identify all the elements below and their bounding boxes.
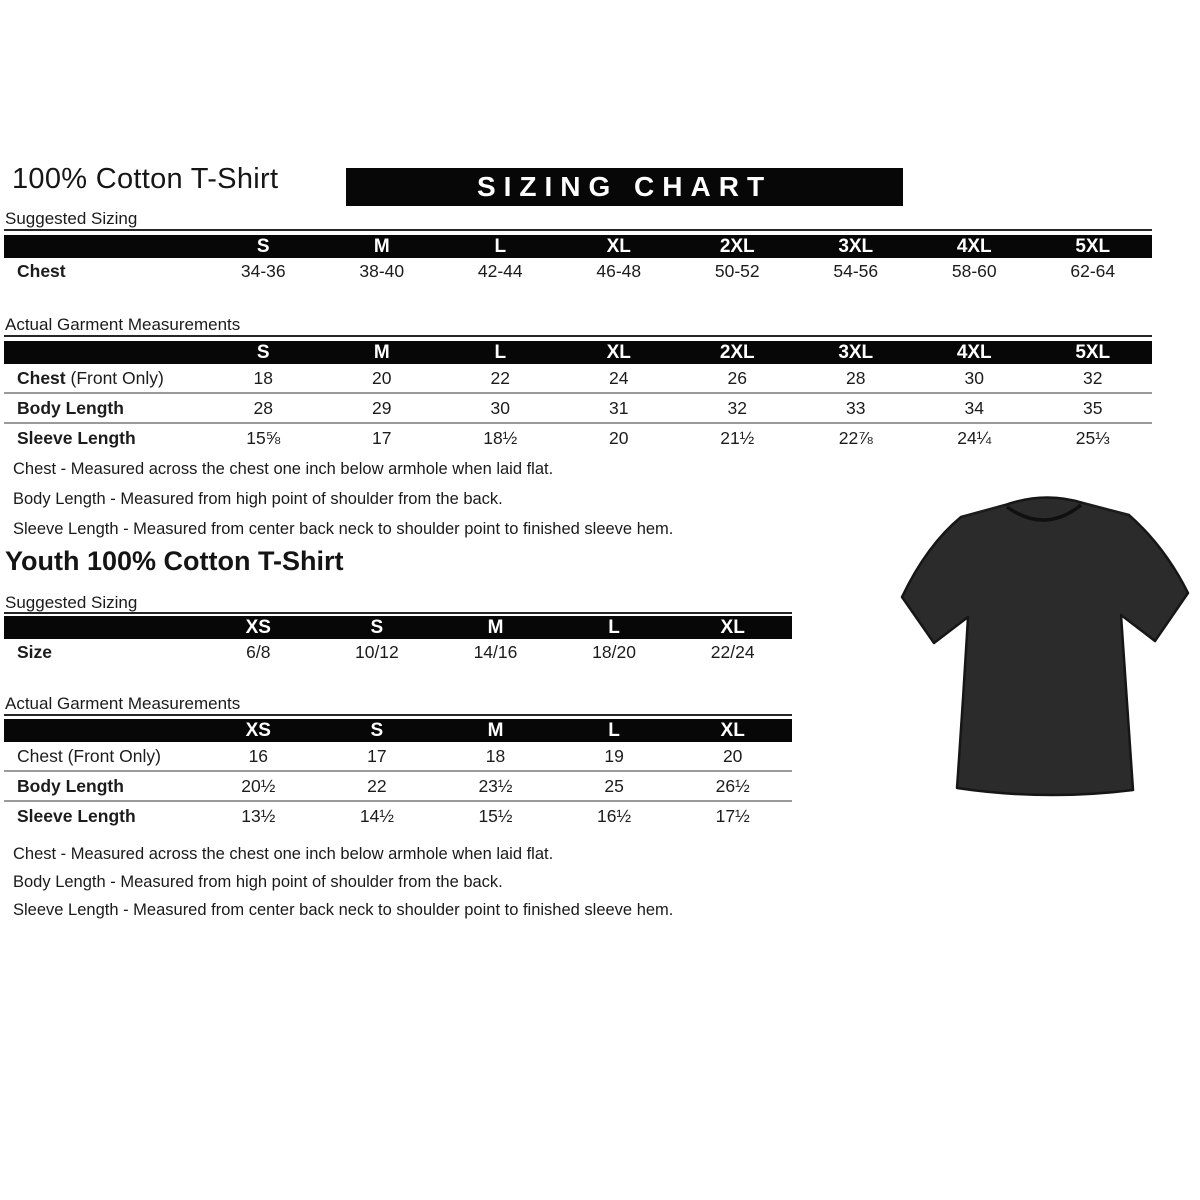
body-length-value-cell: 25: [555, 771, 674, 801]
chest-value-cell: 38-40: [359, 261, 405, 281]
size-column-header: L: [555, 719, 674, 742]
table-row-size: [4, 639, 792, 666]
divider-rule: [4, 714, 792, 716]
sleeve-length-value-cell: 15½: [436, 801, 555, 830]
size-value-cell: 14/16: [473, 642, 518, 662]
chest-value-cell: 24: [609, 367, 629, 388]
size-column-header: 4XL: [915, 235, 1034, 258]
youth-suggested-sizing-label: Suggested Sizing: [5, 593, 138, 612]
size-value-cell: 10/12: [354, 642, 399, 662]
size-column-header: S: [204, 341, 323, 364]
divider-rule: [4, 335, 1152, 337]
size-column-header: XS: [199, 616, 318, 639]
chest-value-cell: 32: [1083, 367, 1103, 388]
chest-value-cell: 20: [372, 367, 392, 388]
note-sleeve-length: Sleeve Length - Measured from center back neck to shoulder point to finished sleeve hem.: [13, 901, 674, 919]
body-length-value-cell: 23½: [436, 771, 555, 801]
sleeve-length-value-cell: 20: [560, 423, 679, 452]
table-row-chest: [4, 364, 1152, 393]
table-header-row: [4, 719, 792, 742]
chest-value-cell: 18: [253, 367, 273, 388]
body-length-value-cell: 28: [204, 393, 323, 423]
size-value-cell: 18/20: [592, 642, 636, 662]
size-column-header: 3XL: [797, 235, 916, 258]
row-label-chest: Chest (Front Only): [17, 745, 161, 766]
sleeve-length-value-cell: 13½: [199, 801, 318, 830]
body-length-value-cell: 33: [797, 393, 916, 423]
row-label-sleeve-length: Sleeve Length: [4, 423, 204, 452]
size-column-header: S: [204, 235, 323, 258]
divider-rule: [4, 612, 792, 614]
header-spacer-cell: [4, 341, 204, 364]
adult-section-title: 100% Cotton T-Shirt: [12, 163, 279, 195]
row-label-chest: [4, 364, 204, 393]
chest-value-cell: 34-36: [240, 261, 286, 281]
note-sleeve-length: Sleeve Length - Measured from center back neck to shoulder point to finished sleeve hem.: [13, 520, 674, 538]
size-column-header: M: [323, 235, 442, 258]
size-column-header: 5XL: [1034, 341, 1153, 364]
chest-value-cell: 50-52: [714, 261, 760, 281]
chest-value-cell: 26: [727, 367, 747, 388]
body-length-value-cell: 31: [560, 393, 679, 423]
body-length-value-cell: 35: [1034, 393, 1153, 423]
note-chest: Chest - Measured across the chest one inch below armhole when laid flat.: [13, 845, 554, 863]
table-header-row: [4, 235, 1152, 258]
size-column-header: 4XL: [915, 341, 1034, 364]
youth-actual-measurements-label: Actual Garment Measurements: [5, 694, 241, 713]
sleeve-length-value-cell: 15⅝: [204, 423, 323, 452]
size-column-header: 2XL: [678, 341, 797, 364]
sleeve-length-value-cell: 17½: [673, 801, 792, 830]
size-column-header: XL: [560, 235, 679, 258]
tshirt-image: [893, 487, 1196, 802]
row-label-chest-suffix: (Front Only): [65, 367, 164, 388]
row-label-sleeve-length: Sleeve Length: [4, 801, 199, 830]
note-body-length: Body Length - Measured from high point of shoulder from the back.: [13, 873, 503, 891]
sleeve-length-value-cell: 16½: [555, 801, 674, 830]
body-length-value-cell: 30: [441, 393, 560, 423]
table-header-row: [4, 616, 792, 639]
table-row-chest: [4, 742, 792, 771]
size-column-header: M: [323, 341, 442, 364]
size-column-header: XL: [673, 616, 792, 639]
tshirt-silhouette: [902, 497, 1188, 795]
sleeve-length-value-cell: 22⅞: [797, 423, 916, 452]
size-column-header: M: [436, 616, 555, 639]
chest-value-cell: 28: [846, 367, 866, 388]
row-label-chest: Chest: [17, 261, 66, 281]
table-row-sleeve-length: [4, 423, 1152, 452]
size-column-header: XS: [199, 719, 318, 742]
youth-actual-measurements-table: [4, 719, 792, 830]
sleeve-length-value-cell: 18½: [441, 423, 560, 452]
row-label-chest-bold: Chest: [17, 367, 66, 388]
table-row-chest: [4, 258, 1152, 285]
chest-value-cell: 18: [485, 745, 506, 766]
body-length-value-cell: 34: [915, 393, 1034, 423]
chest-value-cell: 30: [964, 367, 984, 388]
size-column-header: XL: [673, 719, 792, 742]
sleeve-length-value-cell: 25⅓: [1034, 423, 1153, 452]
adult-suggested-sizing-label: Suggested Sizing: [5, 209, 138, 228]
note-chest: Chest - Measured across the chest one inch below armhole when laid flat.: [13, 460, 554, 478]
body-length-value-cell: 20½: [199, 771, 318, 801]
header-spacer-cell: [4, 616, 199, 639]
chest-value-cell: 58-60: [951, 261, 997, 281]
row-label-body-length: Body Length: [4, 771, 199, 801]
chest-value-cell: 19: [604, 745, 624, 766]
sizing-chart-banner: SIZING CHART: [346, 168, 903, 206]
chest-value-cell: 46-48: [596, 261, 642, 281]
size-value-cell: 6/8: [246, 642, 271, 662]
sleeve-length-value-cell: 21½: [678, 423, 797, 452]
size-value-cell: 22/24: [710, 642, 755, 662]
size-column-header: L: [441, 341, 560, 364]
sleeve-length-value-cell: 14½: [318, 801, 437, 830]
header-spacer-cell: [4, 235, 204, 258]
size-column-header: L: [441, 235, 560, 258]
adult-actual-measurements-table: [4, 341, 1152, 452]
chest-value-cell: 20: [722, 745, 743, 766]
size-column-header: 2XL: [678, 235, 797, 258]
table-row-sleeve-length: [4, 801, 792, 830]
size-column-header: XL: [560, 341, 679, 364]
chest-value-cell: 16: [248, 745, 269, 766]
size-column-header: 3XL: [797, 341, 916, 364]
adult-actual-measurements-label: Actual Garment Measurements: [5, 315, 241, 334]
body-length-value-cell: 22: [318, 771, 437, 801]
chest-value-cell: 42-44: [477, 261, 523, 281]
table-row-body-length: [4, 393, 1152, 423]
size-column-header: 5XL: [1034, 235, 1153, 258]
size-column-header: L: [555, 616, 674, 639]
table-row-body-length: [4, 771, 792, 801]
header-spacer-cell: [4, 719, 199, 742]
chest-value-cell: 54-56: [833, 261, 879, 281]
sleeve-length-value-cell: 17: [323, 423, 442, 452]
divider-rule: [4, 229, 1152, 231]
size-column-header: M: [436, 719, 555, 742]
size-column-header: S: [318, 616, 437, 639]
table-header-row: [4, 341, 1152, 364]
chest-value-cell: 62-64: [1070, 261, 1116, 281]
sleeve-length-value-cell: 24¼: [915, 423, 1034, 452]
adult-suggested-sizing-table: [4, 235, 1152, 285]
chest-value-cell: 22: [490, 367, 510, 388]
chest-value-cell: 17: [367, 745, 387, 766]
row-label-body-length: Body Length: [4, 393, 204, 423]
note-body-length: Body Length - Measured from high point of shoulder from the back.: [13, 490, 503, 508]
body-length-value-cell: 29: [323, 393, 442, 423]
youth-section-title: Youth 100% Cotton T-Shirt: [5, 546, 344, 576]
body-length-value-cell: 26½: [673, 771, 792, 801]
body-length-value-cell: 32: [678, 393, 797, 423]
row-label-size: Size: [17, 642, 53, 662]
youth-suggested-sizing-table: [4, 616, 792, 666]
size-column-header: S: [318, 719, 437, 742]
